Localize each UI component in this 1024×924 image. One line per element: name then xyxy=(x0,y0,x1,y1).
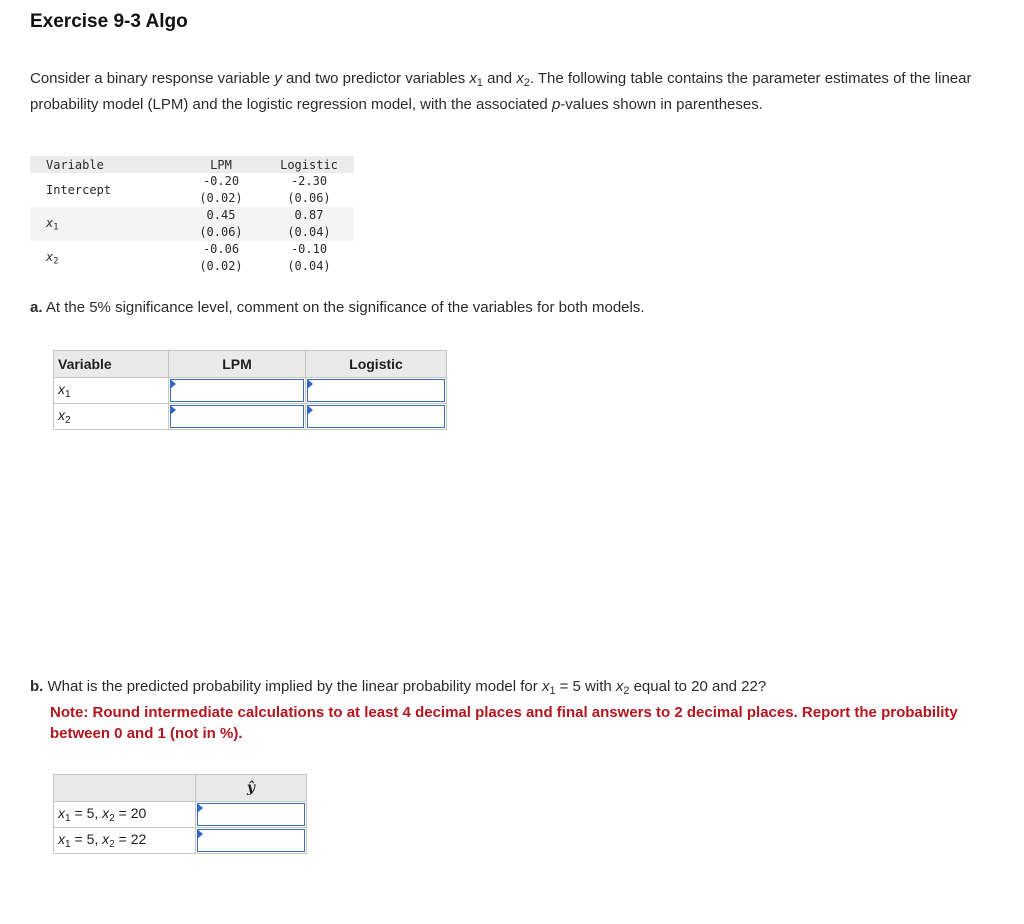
part-b-header-blank xyxy=(54,775,196,802)
estimates-row-x1 xyxy=(30,207,354,241)
estimates-row-x2 xyxy=(30,241,354,275)
estimates-row-intercept xyxy=(30,173,354,207)
part-a-header-lpm: LPM xyxy=(169,351,306,378)
part-b-answer-table xyxy=(53,774,307,854)
part-a-row-x2 xyxy=(54,404,447,430)
estimates-lpm-cell: 0.45 (0.06) xyxy=(178,207,264,241)
estimates-label: $x_2$ xyxy=(46,249,59,267)
part-b-header-yhat: ŷ xyxy=(196,775,307,802)
part-a-x1-logistic-cell xyxy=(306,378,447,404)
estimates-header-lpm: LPM xyxy=(178,156,264,173)
estimates-label: $x_1$ xyxy=(30,207,178,241)
part-a-row-label: $x_1$ xyxy=(54,378,169,404)
part-b-header-row xyxy=(54,775,307,802)
part-a-x2-lpm-cell xyxy=(169,404,306,430)
part-a-x2-logistic-cell xyxy=(306,404,447,430)
part-a-header-logistic: Logistic xyxy=(306,351,447,378)
x2-lpm-answer-input[interactable] xyxy=(170,405,304,428)
x1-lpm-answer-input[interactable] xyxy=(170,379,304,402)
part-a-answer-table xyxy=(53,350,447,430)
part-b-row-label: $x_1 = 5$, $x_2 = 20$ xyxy=(54,802,196,828)
estimates-label: Intercept xyxy=(46,183,112,197)
estimates-logistic-cell: 0.87 (0.04) xyxy=(264,207,354,241)
x2-logistic-answer-input[interactable] xyxy=(307,405,445,428)
rounding-note: Note: Round intermediate calculations to at least 4 decimal places and final answers to 2 decimal places. Report the probability between 0 and 1 (not in %). xyxy=(50,704,958,742)
part-a-header-variable: Variable xyxy=(54,351,169,378)
parameter-estimates-table xyxy=(30,156,354,275)
yhat-x2-20-answer-input[interactable] xyxy=(197,803,305,826)
part-a-question: a. At the 5% significance level, comment on the significance of the variables for both models. xyxy=(30,299,645,316)
estimates-lpm-cell: -0.20 (0.02) xyxy=(199,174,243,205)
estimates-lpm-cell: -0.06 (0.02) xyxy=(199,242,243,273)
part-b-question: b. What is the predicted probability implied by the linear probability model for $x_1 = 5$ with $x_2$ equal to 20 and 22? xyxy=(30,678,767,698)
yhat-x2-22-answer-input[interactable] xyxy=(197,829,305,852)
part-b-row-label: $x_1 = 5$, $x_2 = 22$ xyxy=(54,828,196,854)
part-a-row-x1 xyxy=(54,378,447,404)
estimates-logistic-cell: -2.30 (0.06) xyxy=(287,174,331,205)
problem-statement: Consider a binary response variable y and two predictor variables $x_1$ and $x_2$. The following table contains the parameter estimates of the linear probability model (LPM) and the logistic regression model, with the associated p-values shown in parentheses. xyxy=(30,70,972,114)
x1-logistic-answer-input[interactable] xyxy=(307,379,445,402)
estimates-header-variable: Variable xyxy=(30,156,178,173)
estimates-header-row xyxy=(30,156,354,173)
part-a-header-row xyxy=(54,351,447,378)
part-b-row-2-cell xyxy=(196,828,307,854)
part-b-row-2 xyxy=(54,828,307,854)
part-b-row-1-cell xyxy=(196,802,307,828)
part-a-row-label: $x_2$ xyxy=(54,404,169,430)
estimates-header-logistic: Logistic xyxy=(264,156,354,173)
estimates-logistic-cell: -0.10 (0.04) xyxy=(287,242,331,273)
part-a-x1-lpm-cell xyxy=(169,378,306,404)
part-b-row-1 xyxy=(54,802,307,828)
exercise-title: Exercise 9-3 Algo xyxy=(30,11,188,32)
